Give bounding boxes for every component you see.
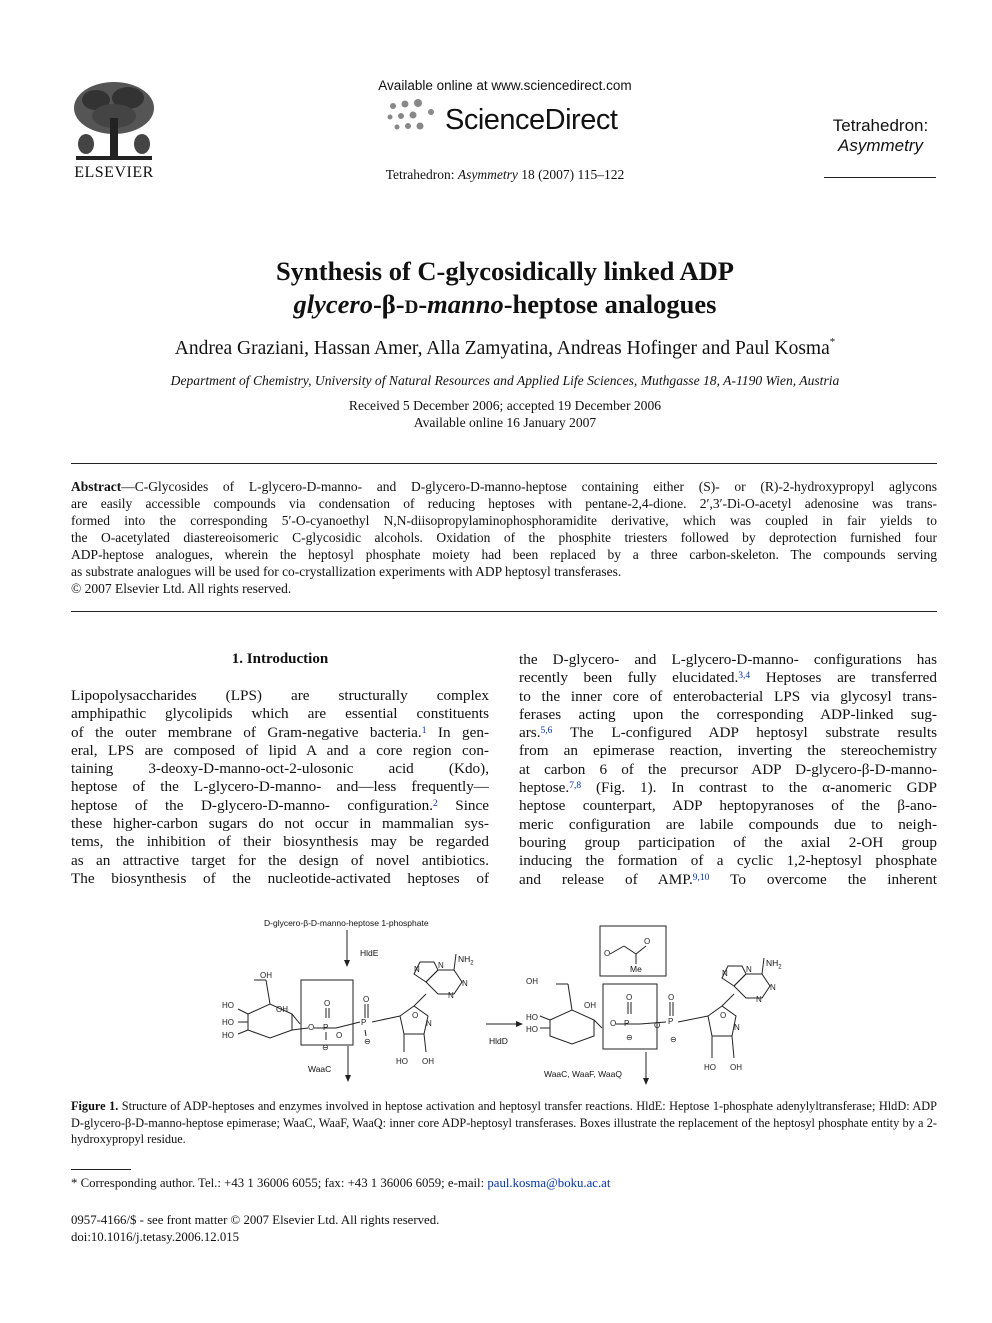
right-column: the D-glycero- and L-glycero-D-manno- configurations has recently been fully elucidated.$^{3,4}$ Heptoses are transferred to the inner core of enterobacterial LPS via glycosyl trans- ferases acting upon the corresponding ADP-linked sug- ars.$^{5,6}$ The L-configured ADP heptosyl substrate results from an epimerase reaction, inverting the stereochemistry at carbon 6 of the precursor ADP D-glycero-β-D-manno- heptose.$^{7,8}$ (Fig. 1). In contrast to the α-anomeric GDP heptose counterpart, ADP heptopyranoses of the β-ano- meric configuration are labile compounds due to neigh- bouring group participation of the axial 2-OH group inducing the formation of a cyclic 1,2-heptosyl phosphate and release of AMP.$^{9,10}$ To overcome the inherent xyxy=(519,651,937,888)
author-list xyxy=(60,338,950,360)
svg-text:P: P xyxy=(361,1018,367,1027)
svg-text:N: N xyxy=(438,961,444,970)
citation-volume: 18 (2007) 115–122 xyxy=(517,167,625,182)
svg-text:N: N xyxy=(746,965,752,974)
svg-text:⊖: ⊖ xyxy=(670,1035,677,1044)
sciencedirect-logo xyxy=(385,98,630,142)
abstract-copyright: © 2007 Elsevier Ltd. All rights reserved. xyxy=(71,581,292,596)
ref-1[interactable]: 1 xyxy=(421,725,427,736)
abstract-top-rule xyxy=(71,463,937,464)
figure-me-label: Me xyxy=(630,964,642,974)
figure-hldd-label: HldD xyxy=(489,1036,508,1046)
journal-citation xyxy=(340,167,670,183)
svg-text:N: N xyxy=(734,1023,740,1032)
article-title xyxy=(60,255,950,321)
ref-2[interactable]: 2 xyxy=(433,798,438,809)
svg-text:⊖: ⊖ xyxy=(364,1037,371,1046)
svg-text:O: O xyxy=(610,1019,617,1028)
svg-text:P: P xyxy=(668,1017,674,1026)
citation-journal: Tetrahedron: xyxy=(385,167,458,182)
journal-logo-rule xyxy=(824,177,936,178)
svg-text:O: O xyxy=(363,995,370,1004)
svg-text:O: O xyxy=(308,1023,315,1032)
svg-text:OH: OH xyxy=(526,977,538,986)
figure-nh2-left: $NH_2$ xyxy=(458,954,474,967)
author-mark: * xyxy=(829,336,836,348)
svg-text:O: O xyxy=(336,1031,343,1040)
svg-text:P: P xyxy=(323,1023,329,1032)
abstract-line-3: the O-acetylated diastereoisomeric C-glycosidic alcohols. Oxidation of the phosphite triesters followed by deprotection furnished four xyxy=(71,530,937,545)
authors: Andrea Graziani, Hassan Amer, Alla Zamyatina, Andreas Hofinger and Paul Kosma xyxy=(174,338,830,359)
svg-text:HO: HO xyxy=(526,1025,538,1034)
citation-journal-italic: Asymmetry xyxy=(457,167,518,182)
svg-text:N: N xyxy=(756,995,762,1004)
elsevier-tree-icon xyxy=(66,78,162,168)
received-dates: Received 5 December 2006; accepted 19 December 2006 xyxy=(348,398,662,413)
sciencedirect-dots-icon xyxy=(385,98,443,138)
svg-text:HO: HO xyxy=(222,1018,234,1027)
svg-text:HO: HO xyxy=(222,1001,234,1010)
svg-text:⊖: ⊖ xyxy=(626,1033,633,1042)
figure-caption-label: Figure 1. xyxy=(71,1099,119,1113)
corresponding-email-link[interactable]: paul.kosma@boku.ac.at xyxy=(487,1176,611,1190)
figure-waac-label: WaaC xyxy=(308,1064,332,1074)
svg-text:O: O xyxy=(644,937,651,946)
journal-logo-line2: Asymmetry xyxy=(838,136,923,155)
svg-text:O: O xyxy=(324,999,331,1008)
title-line2: glycero-β-d-manno-heptose analogues xyxy=(293,289,717,319)
ref-7-8[interactable]: 7,8 xyxy=(569,781,582,792)
abstract-label: Abstract xyxy=(71,479,122,494)
figure-caption xyxy=(71,1098,937,1148)
svg-text:N: N xyxy=(414,965,420,974)
left-column: Lipopolysaccharides (LPS) are structurally complex amphipathic glycolipids which are essential constituents of the outer membrane of Gram-negative bacteria.$^1$ In gen- eral, LPS are composed of lipid A and a core region con- taining 3-deoxy-D-manno-oct-2-ulosonic acid (Kdo), heptose of the L-glycero-D-manno- and—less frequently— heptose of the D-glycero-D-manno- configuration.$^2$ Since these higher-carbon sugars do not occur in mammalian sys- tems, the inhibition of their biosynthesis may be regarded as an attractive target for the design of novel antibiotics. The biosynthesis of the nucleotide-activated heptoses of xyxy=(71,687,490,887)
issn-line: 0957-4166/$ - see front matter © 2007 Elsevier Ltd. All rights reserved. xyxy=(71,1213,440,1227)
figure-waac-waaf-waaq-label: WaaC, WaaF, WaaQ xyxy=(544,1069,622,1079)
svg-text:HO: HO xyxy=(396,1057,408,1066)
svg-text:O: O xyxy=(604,949,611,958)
svg-text:N: N xyxy=(722,969,728,978)
svg-text:OH: OH xyxy=(276,1005,288,1014)
elsevier-logo xyxy=(66,78,162,184)
available-online: Available online at www.sciencedirect.com xyxy=(378,78,632,93)
doi-line: doi:10.1016/j.tetasy.2006.12.015 xyxy=(71,1230,240,1244)
abstract-line-4: ADP-heptose analogues, wherein the heptosyl phosphate moiety had been replaced by a three carbon-skeleton. The compounds serving xyxy=(71,547,937,562)
figure-1 xyxy=(200,912,820,1087)
svg-text:HO: HO xyxy=(526,1013,538,1022)
svg-text:OH: OH xyxy=(260,971,272,980)
online-date: Available online 16 January 2007 xyxy=(413,415,597,430)
svg-text:O: O xyxy=(654,1021,661,1030)
svg-text:N: N xyxy=(462,979,468,988)
svg-text:O: O xyxy=(626,993,633,1002)
ref-9-10[interactable]: 9,10 xyxy=(692,872,710,883)
sciencedirect-wordmark: ScienceDirect xyxy=(445,104,618,136)
footnote-rule xyxy=(71,1169,131,1170)
svg-text:OH: OH xyxy=(730,1063,742,1072)
ref-5-6[interactable]: 5,6 xyxy=(540,726,553,737)
figure-top-label: D-glycero-β-D-manno-heptose 1-phosphate xyxy=(264,918,429,928)
svg-text:O: O xyxy=(668,993,675,1002)
figure-caption-text: Structure of ADP-heptoses and enzymes involved in heptose activation and heptosyl transfer reactions. HldE: Heptose 1-phosphate adenylyltransferase; HldD: ADP D-glycero-β-D-manno-heptose epimerase; WaaC, WaaF, WaaQ: inner core ADP-heptosyl transferases. Boxes illustrate the replacement of the heptosyl phosphate entity by a 2-hydroxypropyl residue. xyxy=(71,1099,937,1146)
svg-text:HO: HO xyxy=(222,1031,234,1040)
journal-logo-line1: Tetrahedron: xyxy=(832,116,929,135)
abstract-line-5: as substrate analogues will be used for co-crystallization experiments with ADP heptosyl transferases. xyxy=(71,564,622,579)
affiliation: Department of Chemistry, University of Natural Resources and Applied Life Sciences, Muthgasse 18, A-1190 Wien, Austria xyxy=(170,373,840,388)
svg-text:OH: OH xyxy=(422,1057,434,1066)
abstract-line-1: are easily accessible compounds via condensation of reducing heptoses with pentane-2,4-dione. 2′,3′-Di-O-acetyl adenosine was trans- xyxy=(71,496,937,511)
svg-text:OH: OH xyxy=(584,1001,596,1010)
figure-hlde-label: HldE xyxy=(360,948,379,958)
svg-text:O: O xyxy=(412,1011,419,1020)
footnote: * Corresponding author. Tel.: +43 1 36006 6055; fax: +43 1 36006 6059; e-mail: paul.kosma@boku.ac.at xyxy=(71,1176,611,1190)
figure-1-scheme xyxy=(200,912,820,1087)
figure-nh2-right: $NH_2$ xyxy=(766,958,782,971)
svg-text:N: N xyxy=(448,991,454,1000)
svg-text:⊖: ⊖ xyxy=(322,1043,329,1052)
publisher-name: ELSEVIER xyxy=(74,164,154,181)
abstract-bottom-rule xyxy=(71,611,937,612)
ref-3-4[interactable]: 3,4 xyxy=(738,671,751,682)
section-heading: 1. Introduction xyxy=(231,651,329,667)
journal-logo xyxy=(818,116,943,156)
svg-text:N: N xyxy=(770,983,776,992)
abstract-line-2: formed into the corresponding 5′-O-cyanoethyl N,N-diisopropylaminophosphoramidite derivative, which was coupled in fair yields to xyxy=(71,513,937,528)
svg-text:O: O xyxy=(720,1011,727,1020)
abstract xyxy=(71,478,937,597)
abstract-line-0: Abstract—C-Glycosides of L-glycero-D-manno- and D-glycero-D-manno-heptose containing either (S)- or (R)-2-hydroxypropyl aglycons xyxy=(71,479,937,494)
svg-text:P: P xyxy=(624,1019,630,1028)
svg-text:N: N xyxy=(426,1019,432,1028)
title-line1: Synthesis of C-glycosidically linked ADP xyxy=(276,256,734,286)
svg-text:HO: HO xyxy=(704,1063,716,1072)
